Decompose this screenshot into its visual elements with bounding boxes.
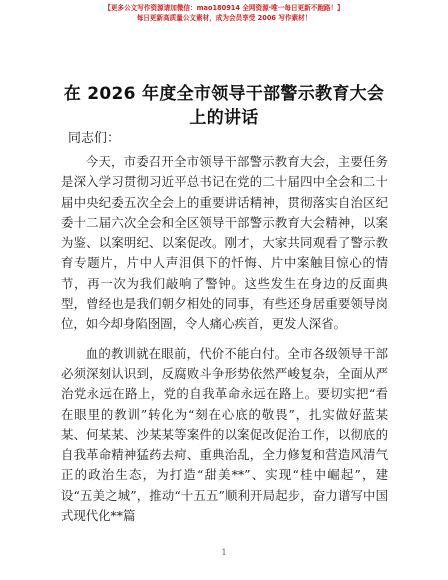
promo-banner bbox=[0, 3, 448, 23]
promo-banner-line-2: 每日更新高质量公文素材，成为会员享受 2006 写作素材！ bbox=[136, 14, 312, 22]
promo-banner-line-1: 【更多公文写作资源请加微信：mao180914 全网资源·唯一每日更新不跑路！】 bbox=[104, 4, 344, 12]
greeting: 同志们： bbox=[68, 131, 121, 146]
document-title: 在 2026 年度全市领导干部警示教育大会上的讲话 bbox=[63, 84, 385, 128]
body-paragraph-1: 今天，市委召开全市领导干部警示教育大会，主要任务是深入学习贯彻习近平总书记在党的二十届四中全会和二十届中央纪委五次全会上的重要讲话精神，贯彻落实自治区纪委十二届六次全会和全区领导干部警示教育大会精神，以案为鉴、以案明纪、以案促改。刚才，大家共同观看了警示教育专题片，片中人声泪俱下的忏悔、片中案触目惊心的情节，再一次为我们敲响了警钟。这些发生在身边的反面典型，曾经也是我们朝夕相处的同事，有些还身居重要领导岗位，如今却身陷囹圄，令人痛心疾首，更发人深省。 bbox=[61, 154, 388, 332]
body-paragraph-2: 血的教训就在眼前，代价不能白付。全市各级领导干部必须深刻认识到，反腐败斗争形势依然严峻复杂，全面从严治党永远在路上，党的自我革命永远在路上。要切实把“看在眼里的教训”转化为“刻在心底的敬畏”，扎实做好蓝某某、何某某、沙某某等案件的以案促改促治工作，以彻底的自我革命精神猛药去疴、重典治乱，全力修复和营造风清气正的政治生态，为打造“甜美**”、实现“桂中崛起”，建设“五美之城”，推动“十五五”顺利开局起步，奋力谱写中国式现代化**篇 bbox=[61, 345, 388, 524]
document-body bbox=[61, 152, 388, 535]
page-number: 1 bbox=[221, 548, 227, 557]
